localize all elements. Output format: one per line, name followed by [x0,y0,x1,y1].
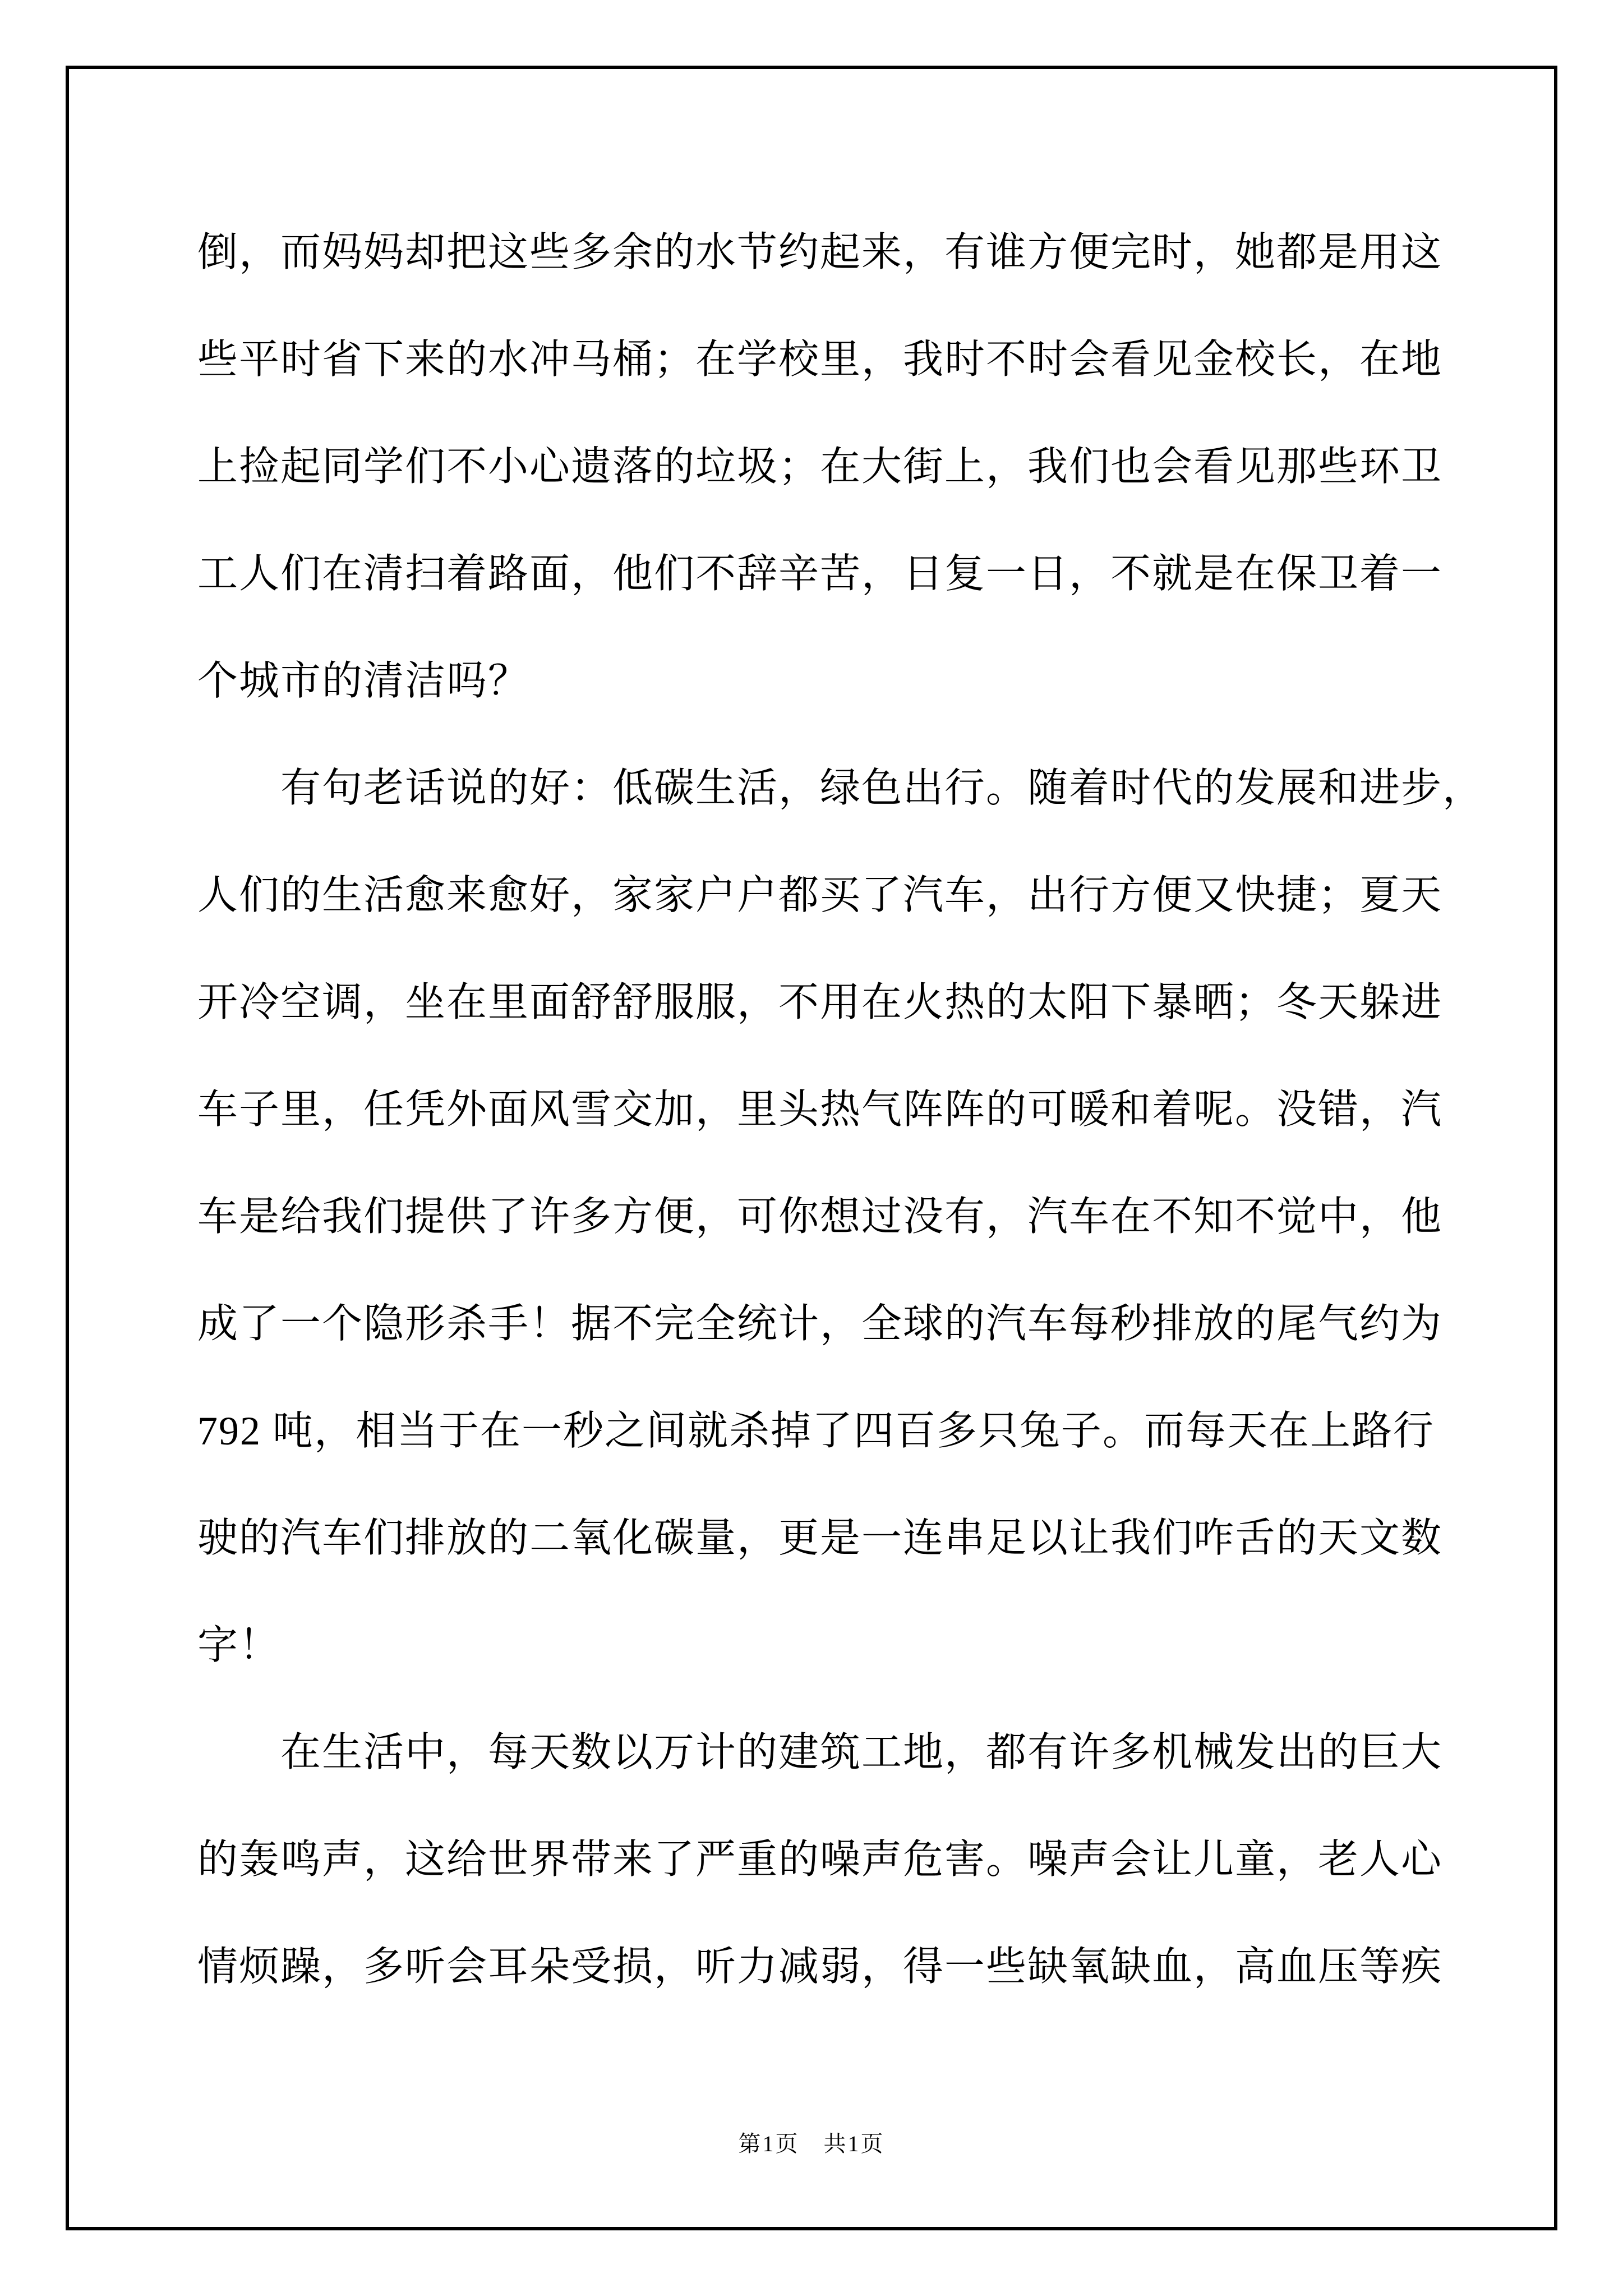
page-footer: 第1页 共1页 [738,2131,885,2156]
text-line: 个城市的清洁吗？ [197,659,530,703]
text-line: 倒，而妈妈却把这些多余的水节约起来，有谁方便完时，她都是用这 [197,230,1443,275]
text-line: 上捡起同学们不小心遗落的垃圾；在大街上，我们也会看见那些环卫 [197,444,1443,489]
text-line: 情烦躁，多听会耳朵受损，听力减弱，得一些缺氧缺血，高血压等疾 [197,1944,1443,1989]
text-line: 792 吨，相当于在一秒之间就杀掉了四百多只兔子。而每天在上路行 [197,1409,1435,1453]
text-line: 车是给我们提供了许多方便，可你想过没有，汽车在不知不觉中，他 [197,1194,1443,1239]
text-line: 工人们在清扫着路面，他们不辞辛苦，日复一日，不就是在保卫着一 [197,551,1443,596]
text-line: 字！ [197,1623,281,1668]
text-line: 车子里，任凭外面风雪交加，里头热气阵阵的可暖和着呢。没错，汽 [197,1087,1443,1132]
text-line: 有句老话说的好：低碳生活，绿色出行。随着时代的发展和进步， [280,766,1484,811]
text-line: 开冷空调，坐在里面舒舒服服，不用在火热的太阳下暴晒；冬天躲进 [197,980,1443,1025]
text-line: 成了一个隐形杀手！据不完全统计，全球的汽车每秒排放的尾气约为 [197,1301,1443,1346]
text-line: 驶的汽车们排放的二氧化碳量，更是一连串足以让我们咋舌的天文数 [197,1516,1443,1561]
text-line: 些平时省下来的水冲马桶；在学校里，我时不时会看见金校长，在地 [197,337,1443,382]
text-line: 人们的生活愈来愈好，家家户户都买了汽车，出行方便又快捷；夏天 [197,873,1443,918]
document-body [197,199,1484,2021]
text-line: 的轰鸣声，这给世界带来了严重的噪声危害。噪声会让儿童，老人心 [197,1837,1443,1882]
text-line: 在生活中，每天数以万计的建筑工地，都有许多机械发出的巨大 [280,1730,1443,1775]
